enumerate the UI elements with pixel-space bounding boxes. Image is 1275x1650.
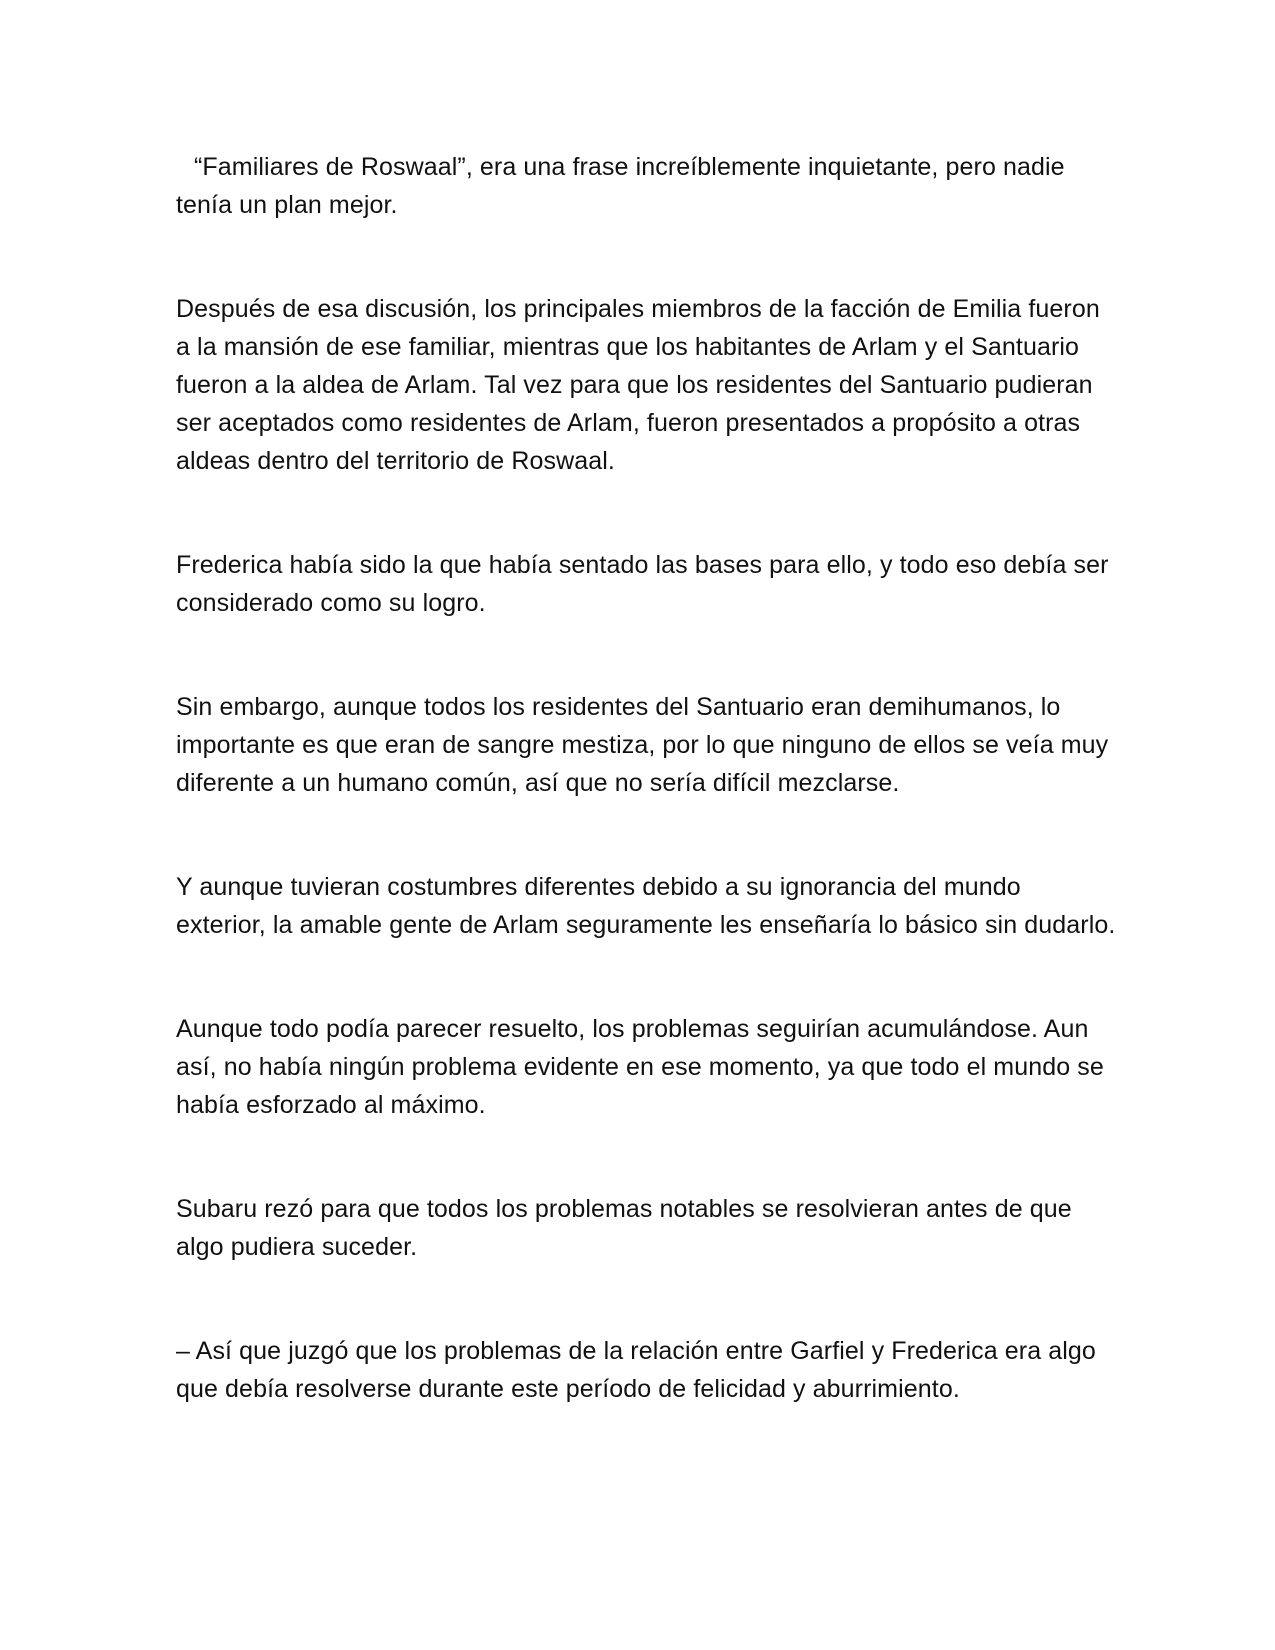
paragraph-3: Frederica había sido la que había sentado las bases para ello, y todo eso debía ser considerado como su logro.: [176, 551, 1109, 617]
paragraph-6: Aunque todo podía parecer resuelto, los problemas seguirían acumulándose. Aun así, no había ningún problema evidente en ese momento, ya que todo el mundo se había esforzado al máximo.: [176, 1015, 1104, 1119]
document-body: [176, 148, 1116, 1474]
paragraph-7: Subaru rezó para que todos los problemas notables se resolvieran antes de que algo pudiera suceder.: [176, 1195, 1072, 1261]
paragraph-1: “Familiares de Roswaal”, era una frase increíblemente inquietante, pero nadie tenía un plan mejor.: [176, 153, 1065, 219]
paragraph-8: – Así que juzgó que los problemas de la relación entre Garfiel y Frederica era algo que debía resolverse durante este período de felicidad y aburrimiento.: [176, 1337, 1096, 1403]
paragraph-5: Y aunque tuvieran costumbres diferentes debido a su ignorancia del mundo exterior, la amable gente de Arlam seguramente les enseñaría lo básico sin dudarlo.: [176, 873, 1116, 939]
paragraph-4: Sin embargo, aunque todos los residentes del Santuario eran demihumanos, lo importante es que eran de sangre mestiza, por lo que ninguno de ellos se veía muy diferente a un humano común, así que no sería difícil mezclarse.: [176, 693, 1109, 797]
paragraph-2: Después de esa discusión, los principales miembros de la facción de Emilia fueron a la mansión de ese familiar, mientras que los habitantes de Arlam y el Santuario fueron a la aldea de Arlam. Tal vez para que los residentes del Santuario pudieran ser aceptados como residentes de Arlam, fueron presentados a propósito a otras aldeas dentro del territorio de Roswaal.: [176, 295, 1100, 475]
